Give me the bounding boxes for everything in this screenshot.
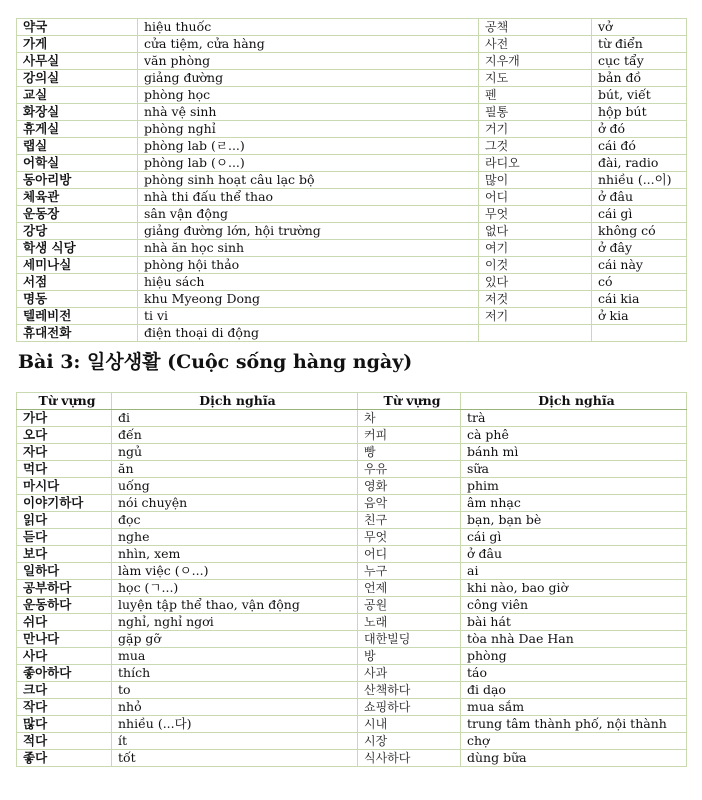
- korean-word: 체육관: [17, 189, 138, 206]
- korean-word: 우유: [358, 461, 461, 478]
- vietnamese-meaning: gặp gỡ: [112, 631, 358, 648]
- korean-word: 커피: [358, 427, 461, 444]
- table-row: [17, 87, 687, 104]
- korean-word: 이야기하다: [17, 495, 112, 512]
- korean-word: 읽다: [17, 512, 112, 529]
- korean-word: 화장실: [17, 104, 138, 121]
- vietnamese-meaning: hộp bút: [592, 104, 687, 121]
- korean-word: 펜: [479, 87, 592, 104]
- vietnamese-meaning: phòng: [461, 648, 687, 665]
- vietnamese-meaning: cái gì: [461, 529, 687, 546]
- korean-word: 많이: [479, 172, 592, 189]
- vietnamese-meaning: đi: [112, 410, 358, 427]
- table-row: [17, 563, 687, 580]
- korean-word: 노래: [358, 614, 461, 631]
- vietnamese-meaning: phòng nghỉ: [138, 121, 479, 138]
- vocab-table-1-body: [17, 19, 687, 342]
- vietnamese-meaning: phim: [461, 478, 687, 495]
- table-row: [17, 325, 687, 342]
- korean-word: 친구: [358, 512, 461, 529]
- vietnamese-meaning: luyện tập thể thao, vận động: [112, 597, 358, 614]
- korean-word: [479, 325, 592, 342]
- korean-word: 적다: [17, 733, 112, 750]
- table-row: [17, 682, 687, 699]
- vietnamese-meaning: ngủ: [112, 444, 358, 461]
- table-header-row: [17, 393, 687, 410]
- vietnamese-meaning: trà: [461, 410, 687, 427]
- table-row: [17, 631, 687, 648]
- table-row: [17, 172, 687, 189]
- vietnamese-meaning: ít: [112, 733, 358, 750]
- vocab-table-1: [16, 18, 687, 342]
- korean-word: 휴대전화: [17, 325, 138, 342]
- korean-word: 어디: [358, 546, 461, 563]
- table-row: [17, 665, 687, 682]
- vietnamese-meaning: cái kia: [592, 291, 687, 308]
- korean-word: 식사하다: [358, 750, 461, 767]
- korean-word: 강의실: [17, 70, 138, 87]
- korean-word: 산책하다: [358, 682, 461, 699]
- korean-word: 시내: [358, 716, 461, 733]
- header-vocab: Từ vựng: [17, 393, 112, 410]
- table-row: [17, 206, 687, 223]
- table-row: [17, 648, 687, 665]
- korean-word: 서점: [17, 274, 138, 291]
- vietnamese-meaning: âm nhạc: [461, 495, 687, 512]
- korean-word: 여기: [479, 240, 592, 257]
- korean-word: 많다: [17, 716, 112, 733]
- korean-word: 음악: [358, 495, 461, 512]
- vietnamese-meaning: nhà vệ sinh: [138, 104, 479, 121]
- korean-word: 공책: [479, 19, 592, 36]
- korean-word: 사과: [358, 665, 461, 682]
- korean-word: 어디: [479, 189, 592, 206]
- korean-word: 지도: [479, 70, 592, 87]
- vietnamese-meaning: to: [112, 682, 358, 699]
- table-row: [17, 495, 687, 512]
- korean-word: 그것: [479, 138, 592, 155]
- korean-word: 텔레비전: [17, 308, 138, 325]
- header-meaning: Dịch nghĩa: [112, 393, 358, 410]
- korean-word: 방: [358, 648, 461, 665]
- vietnamese-meaning: hiệu sách: [138, 274, 479, 291]
- table-row: [17, 512, 687, 529]
- vietnamese-meaning: nói chuyện: [112, 495, 358, 512]
- korean-word: 학생 식당: [17, 240, 138, 257]
- table-row: [17, 308, 687, 325]
- vietnamese-meaning: học (ㄱ...): [112, 580, 358, 597]
- vietnamese-meaning: bản đồ: [592, 70, 687, 87]
- korean-word: 랩실: [17, 138, 138, 155]
- korean-word: 쉬다: [17, 614, 112, 631]
- vietnamese-meaning: bạn, bạn bè: [461, 512, 687, 529]
- vietnamese-meaning: thích: [112, 665, 358, 682]
- vietnamese-meaning: bút, viết: [592, 87, 687, 104]
- korean-word: 작다: [17, 699, 112, 716]
- korean-word: 빵: [358, 444, 461, 461]
- vietnamese-meaning: phòng sinh hoạt câu lạc bộ: [138, 172, 479, 189]
- table-row: [17, 444, 687, 461]
- korean-word: 무엇: [479, 206, 592, 223]
- vietnamese-meaning: khi nào, bao giờ: [461, 580, 687, 597]
- header-meaning: Dịch nghĩa: [461, 393, 687, 410]
- vietnamese-meaning: sữa: [461, 461, 687, 478]
- table-row: [17, 529, 687, 546]
- vietnamese-meaning: tốt: [112, 750, 358, 767]
- vietnamese-meaning: cái này: [592, 257, 687, 274]
- korean-word: 명동: [17, 291, 138, 308]
- korean-word: 사무실: [17, 53, 138, 70]
- korean-word: 크다: [17, 682, 112, 699]
- vocab-table-2: [16, 392, 687, 767]
- vietnamese-meaning: có: [592, 274, 687, 291]
- korean-word: 세미나실: [17, 257, 138, 274]
- korean-word: 라디오: [479, 155, 592, 172]
- table-row: [17, 716, 687, 733]
- vietnamese-meaning: cái gì: [592, 206, 687, 223]
- section-title: Bài 3: 일상생활 (Cuộc sống hàng ngày): [18, 351, 413, 373]
- korean-word: 자다: [17, 444, 112, 461]
- vietnamese-meaning: nghỉ, nghỉ ngơi: [112, 614, 358, 631]
- vietnamese-meaning: cửa tiệm, cửa hàng: [138, 36, 479, 53]
- vietnamese-meaning: táo: [461, 665, 687, 682]
- table-row: [17, 580, 687, 597]
- korean-word: 동아리방: [17, 172, 138, 189]
- korean-word: 어학실: [17, 155, 138, 172]
- vietnamese-meaning: nhà ăn học sinh: [138, 240, 479, 257]
- korean-word: 쇼핑하다: [358, 699, 461, 716]
- korean-word: 사전: [479, 36, 592, 53]
- table-row: [17, 597, 687, 614]
- korean-word: 차: [358, 410, 461, 427]
- table-row: [17, 410, 687, 427]
- korean-word: 거기: [479, 121, 592, 138]
- vietnamese-meaning: làm việc (ㅇ...): [112, 563, 358, 580]
- vietnamese-meaning: [592, 325, 687, 342]
- table-row: [17, 614, 687, 631]
- vietnamese-meaning: khu Myeong Dong: [138, 291, 479, 308]
- table-row: [17, 121, 687, 138]
- table-row: [17, 733, 687, 750]
- table-row: [17, 70, 687, 87]
- vietnamese-meaning: bánh mì: [461, 444, 687, 461]
- korean-word: 만나다: [17, 631, 112, 648]
- vietnamese-meaning: vở: [592, 19, 687, 36]
- vietnamese-meaning: nghe: [112, 529, 358, 546]
- vietnamese-meaning: điện thoại di động: [138, 325, 479, 342]
- korean-word: 가다: [17, 410, 112, 427]
- vietnamese-meaning: nhiều (...이): [592, 172, 687, 189]
- korean-word: 운동장: [17, 206, 138, 223]
- korean-word: 좋다: [17, 750, 112, 767]
- korean-word: 저기: [479, 308, 592, 325]
- korean-word: 공부하다: [17, 580, 112, 597]
- korean-word: 대한빌딩: [358, 631, 461, 648]
- vietnamese-meaning: nhỏ: [112, 699, 358, 716]
- korean-word: 시장: [358, 733, 461, 750]
- table-row: [17, 19, 687, 36]
- table-row: [17, 427, 687, 444]
- vietnamese-meaning: phòng lab (ㅇ...): [138, 155, 479, 172]
- vietnamese-meaning: hiệu thuốc: [138, 19, 479, 36]
- korean-word: 가게: [17, 36, 138, 53]
- table-row: [17, 478, 687, 495]
- table-row: [17, 750, 687, 767]
- korean-word: 무엇: [358, 529, 461, 546]
- vietnamese-meaning: phòng hội thảo: [138, 257, 479, 274]
- korean-word: 보다: [17, 546, 112, 563]
- korean-word: 이것: [479, 257, 592, 274]
- vietnamese-meaning: sân vận động: [138, 206, 479, 223]
- table-row: [17, 699, 687, 716]
- vietnamese-meaning: văn phòng: [138, 53, 479, 70]
- korean-word: 좋아하다: [17, 665, 112, 682]
- table-row: [17, 546, 687, 563]
- table-row: [17, 461, 687, 478]
- korean-word: 일하다: [17, 563, 112, 580]
- korean-word: 약국: [17, 19, 138, 36]
- korean-word: 필통: [479, 104, 592, 121]
- korean-word: 영화: [358, 478, 461, 495]
- vietnamese-meaning: ti vi: [138, 308, 479, 325]
- korean-word: 지우개: [479, 53, 592, 70]
- korean-word: 교실: [17, 87, 138, 104]
- korean-word: 사다: [17, 648, 112, 665]
- korean-word: 있다: [479, 274, 592, 291]
- vietnamese-meaning: mua: [112, 648, 358, 665]
- table-row: [17, 274, 687, 291]
- korean-word: 언제: [358, 580, 461, 597]
- table-row: [17, 240, 687, 257]
- vietnamese-meaning: dùng bữa: [461, 750, 687, 767]
- table-row: [17, 138, 687, 155]
- korean-word: 마시다: [17, 478, 112, 495]
- vietnamese-meaning: ở đâu: [461, 546, 687, 563]
- vietnamese-meaning: uống: [112, 478, 358, 495]
- korean-word: 공원: [358, 597, 461, 614]
- korean-word: 운동하다: [17, 597, 112, 614]
- vietnamese-meaning: chợ: [461, 733, 687, 750]
- vietnamese-meaning: ăn: [112, 461, 358, 478]
- table-row: [17, 155, 687, 172]
- korean-word: 저것: [479, 291, 592, 308]
- vietnamese-meaning: phòng lab (ㄹ...): [138, 138, 479, 155]
- korean-word: 휴게실: [17, 121, 138, 138]
- vietnamese-meaning: trung tâm thành phố, nội thành: [461, 716, 687, 733]
- vietnamese-meaning: ở đây: [592, 240, 687, 257]
- vietnamese-meaning: đọc: [112, 512, 358, 529]
- table-row: [17, 189, 687, 206]
- table-row: [17, 53, 687, 70]
- vietnamese-meaning: công viên: [461, 597, 687, 614]
- header-vocab: Từ vựng: [358, 393, 461, 410]
- vietnamese-meaning: ở đâu: [592, 189, 687, 206]
- vietnamese-meaning: cà phê: [461, 427, 687, 444]
- vietnamese-meaning: giảng đường lớn, hội trường: [138, 223, 479, 240]
- vietnamese-meaning: ai: [461, 563, 687, 580]
- vietnamese-meaning: ở kia: [592, 308, 687, 325]
- vietnamese-meaning: phòng học: [138, 87, 479, 104]
- vietnamese-meaning: đài, radio: [592, 155, 687, 172]
- vocab-table-2-body: [17, 410, 687, 767]
- korean-word: 없다: [479, 223, 592, 240]
- vietnamese-meaning: đi dạo: [461, 682, 687, 699]
- korean-word: 누구: [358, 563, 461, 580]
- vietnamese-meaning: từ điển: [592, 36, 687, 53]
- table-row: [17, 291, 687, 308]
- table-row: [17, 36, 687, 53]
- table-row: [17, 104, 687, 121]
- korean-word: 강당: [17, 223, 138, 240]
- vietnamese-meaning: cái đó: [592, 138, 687, 155]
- vietnamese-meaning: đến: [112, 427, 358, 444]
- table-row: [17, 257, 687, 274]
- vietnamese-meaning: không có: [592, 223, 687, 240]
- korean-word: 듣다: [17, 529, 112, 546]
- vietnamese-meaning: nhiều (...다): [112, 716, 358, 733]
- vietnamese-meaning: nhìn, xem: [112, 546, 358, 563]
- korean-word: 먹다: [17, 461, 112, 478]
- korean-word: 오다: [17, 427, 112, 444]
- table-row: [17, 223, 687, 240]
- vietnamese-meaning: nhà thi đấu thể thao: [138, 189, 479, 206]
- vietnamese-meaning: mua sắm: [461, 699, 687, 716]
- vietnamese-meaning: tòa nhà Dae Han: [461, 631, 687, 648]
- vietnamese-meaning: giảng đường: [138, 70, 479, 87]
- vietnamese-meaning: bài hát: [461, 614, 687, 631]
- vietnamese-meaning: cục tẩy: [592, 53, 687, 70]
- vietnamese-meaning: ở đó: [592, 121, 687, 138]
